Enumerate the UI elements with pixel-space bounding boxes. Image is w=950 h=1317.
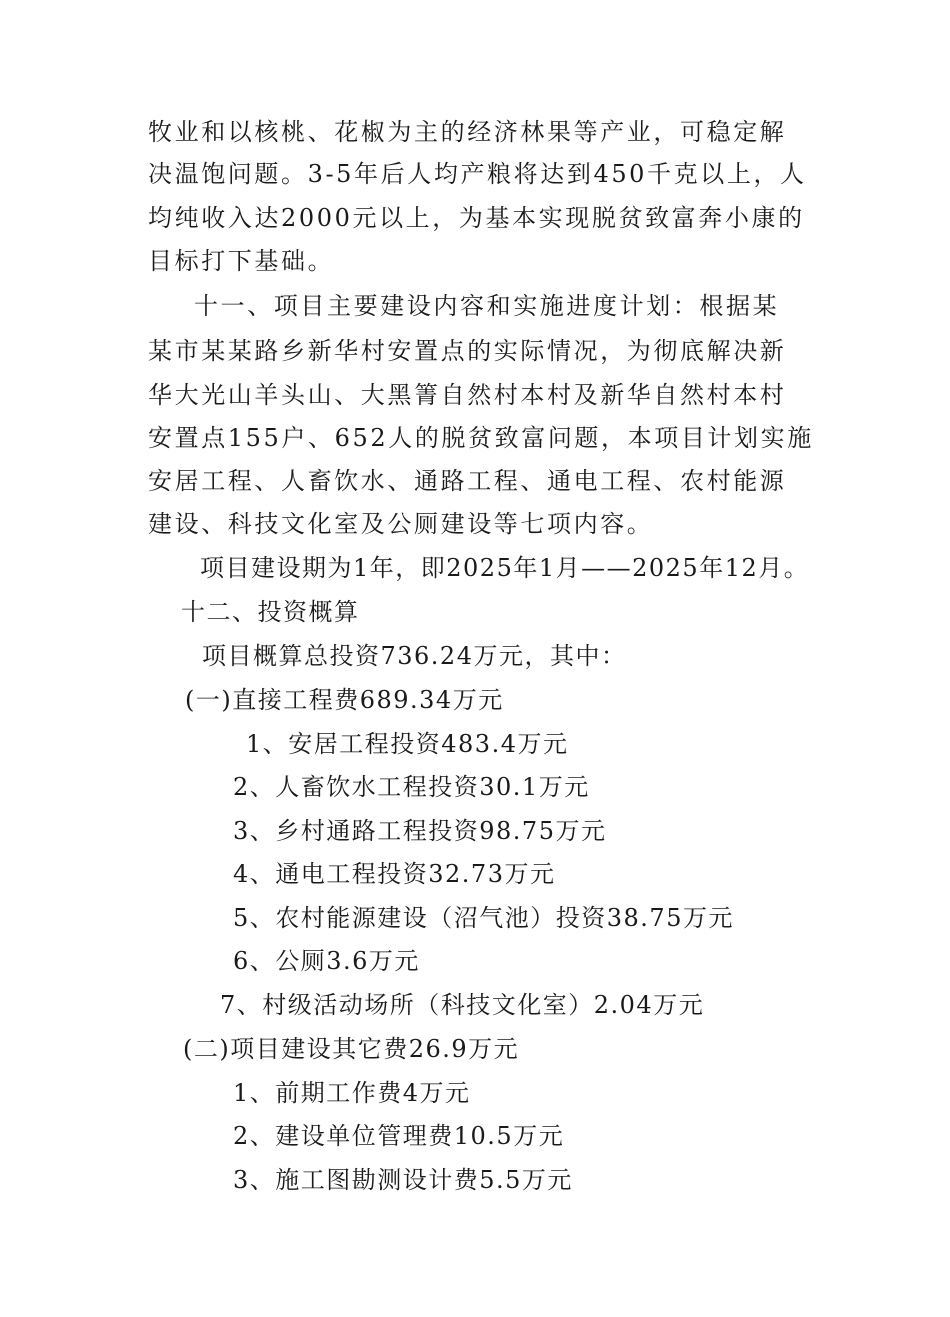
- direct-cost-item-1: 1、安居工程投资483.4万元: [246, 730, 569, 758]
- paragraph-2-line-4: 安置点155户、652人的脱贫致富问题，本项目计划实施: [148, 424, 814, 452]
- direct-cost-item-4: 4、通电工程投资32.73万元: [233, 860, 556, 888]
- direct-cost-item-6: 6、公厕3.6万元: [233, 947, 420, 975]
- paragraph-2-line-6: 建设、科技文化室及公厕建设等七项内容。: [148, 510, 654, 538]
- direct-cost-heading: (一)直接工程费689.34万元: [185, 686, 504, 714]
- paragraph-1-line-1: 牧业和以核桃、花椒为主的经济林果等产业，可稳定解: [148, 118, 787, 146]
- total-investment: 项目概算总投资736.24万元，其中：: [202, 642, 627, 670]
- paragraph-2-line-2: 某市某某路乡新华村安置点的实际情况，为彻底解决新: [148, 337, 787, 365]
- direct-cost-item-5: 5、农村能源建设（沼气池）投资38.75万元: [233, 904, 734, 932]
- other-cost-item-1: 1、前期工作费4万元: [233, 1079, 471, 1107]
- other-cost-item-3: 3、施工图勘测设计费5.5万元: [233, 1166, 573, 1194]
- paragraph-1-line-4: 目标打下基础。: [148, 247, 335, 275]
- other-cost-item-2: 2、建设单位管理费10.5万元: [233, 1122, 565, 1150]
- other-cost-heading: (二)项目建设其它费26.9万元: [183, 1035, 520, 1063]
- direct-cost-item-3: 3、乡村通路工程投资98.75万元: [233, 817, 607, 845]
- direct-cost-item-7: 7、村级活动场所（科技文化室）2.04万元: [220, 991, 705, 1019]
- paragraph-2-line-1: 十一、项目主要建设内容和实施进度计划：根据某: [194, 292, 780, 320]
- construction-period: 项目建设期为1年，即2025年1月——2025年12月。: [200, 554, 810, 582]
- section-12-heading: 十二、投资概算: [181, 598, 360, 626]
- paragraph-1-line-3: 均纯收入达2000元以上，为基本实现脱贫致富奔小康的: [148, 204, 805, 232]
- paragraph-2-line-5: 安居工程、人畜饮水、通路工程、通电工程、农村能源: [148, 467, 787, 495]
- paragraph-2-line-3: 华大光山羊头山、大黑箐自然村本村及新华自然村本村: [148, 381, 787, 409]
- direct-cost-item-2: 2、人畜饮水工程投资30.1万元: [233, 773, 590, 801]
- paragraph-1-line-2: 决温饱问题。3-5年后人均产粮将达到450千克以上，人: [148, 160, 807, 188]
